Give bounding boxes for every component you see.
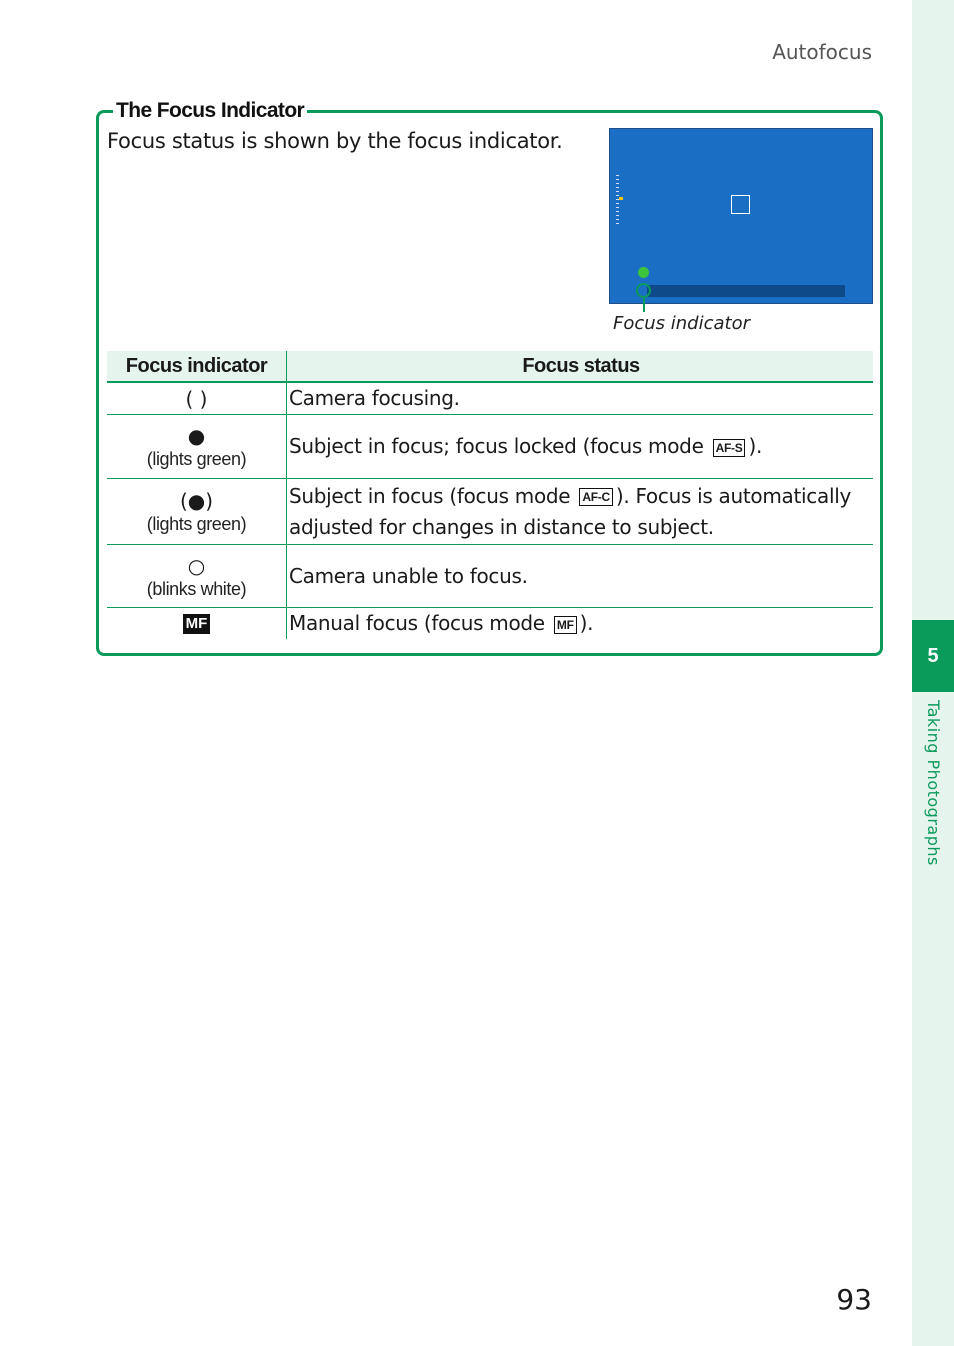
status-text-end: ). xyxy=(748,434,762,458)
status-text: Camera unable to focus. xyxy=(289,563,528,588)
status-bar xyxy=(647,285,845,297)
camera-display xyxy=(609,128,873,304)
table-row xyxy=(107,608,873,639)
status-text: Subject in focus; focus locked (focus mode xyxy=(289,434,710,458)
empty-circle-icon: ○ xyxy=(187,553,206,578)
intro-text: Focus status is shown by the focus indicator. xyxy=(107,129,563,153)
status-text-end: ). Focus is automatically adjusted for changes in distance to subject. xyxy=(289,483,852,539)
indicator-cell xyxy=(107,479,287,544)
screen-caption: Focus indicator xyxy=(613,313,751,334)
af-c-icon: AF-C xyxy=(579,488,612,506)
filled-circle-icon: ● xyxy=(187,424,206,448)
chapter-tab[interactable]: 5 xyxy=(912,620,954,692)
table-row xyxy=(107,383,873,415)
mf-icon: MF xyxy=(183,614,211,634)
status-cell xyxy=(287,415,873,478)
status-text-group xyxy=(289,481,873,543)
indicator-note: (lights green) xyxy=(146,514,247,534)
header-status: Focus status xyxy=(522,354,640,377)
chapter-label: Taking Photographs xyxy=(924,700,943,866)
indicator-note: (lights green) xyxy=(146,449,247,469)
af-s-icon: AF-S xyxy=(713,439,746,457)
indicator-note: (blinks white) xyxy=(146,578,247,599)
status-text-group xyxy=(289,431,762,462)
focusing-symbol: ( ) xyxy=(185,386,208,411)
status-text: Subject in focus (focus mode xyxy=(289,483,577,508)
bracketed-circle-icon: (●) xyxy=(179,489,214,513)
callout-ring-icon xyxy=(636,283,651,298)
mf-mode-icon: MF xyxy=(554,616,577,634)
indicator-cell xyxy=(107,383,287,414)
page-number: 93 xyxy=(836,1283,872,1316)
status-text-group xyxy=(289,608,593,639)
focus-indicator-dot-icon xyxy=(638,267,649,278)
indicator-cell xyxy=(107,415,287,478)
indicator-cell xyxy=(107,545,287,607)
callout-line xyxy=(643,298,645,312)
status-text: Manual focus (focus mode xyxy=(289,611,551,635)
status-cell xyxy=(287,479,873,544)
table-row xyxy=(107,415,873,479)
header-indicator: Focus indicator xyxy=(107,351,287,381)
status-text: Camera focusing. xyxy=(289,386,460,410)
table-row xyxy=(107,479,873,545)
focus-frame-icon xyxy=(731,195,750,214)
indicator-cell xyxy=(107,608,287,639)
table-header-row xyxy=(107,351,873,383)
focus-table xyxy=(107,351,873,639)
status-cell xyxy=(287,608,873,639)
status-cell xyxy=(287,383,873,414)
distance-scale xyxy=(616,175,619,227)
section-header: Autofocus xyxy=(772,40,872,64)
table-row xyxy=(107,545,873,608)
box-title: The Focus Indicator xyxy=(113,99,307,123)
scale-marker xyxy=(619,197,623,200)
status-cell xyxy=(287,545,873,607)
status-text-end: ). xyxy=(579,611,594,635)
focus-indicator-box xyxy=(96,99,883,656)
